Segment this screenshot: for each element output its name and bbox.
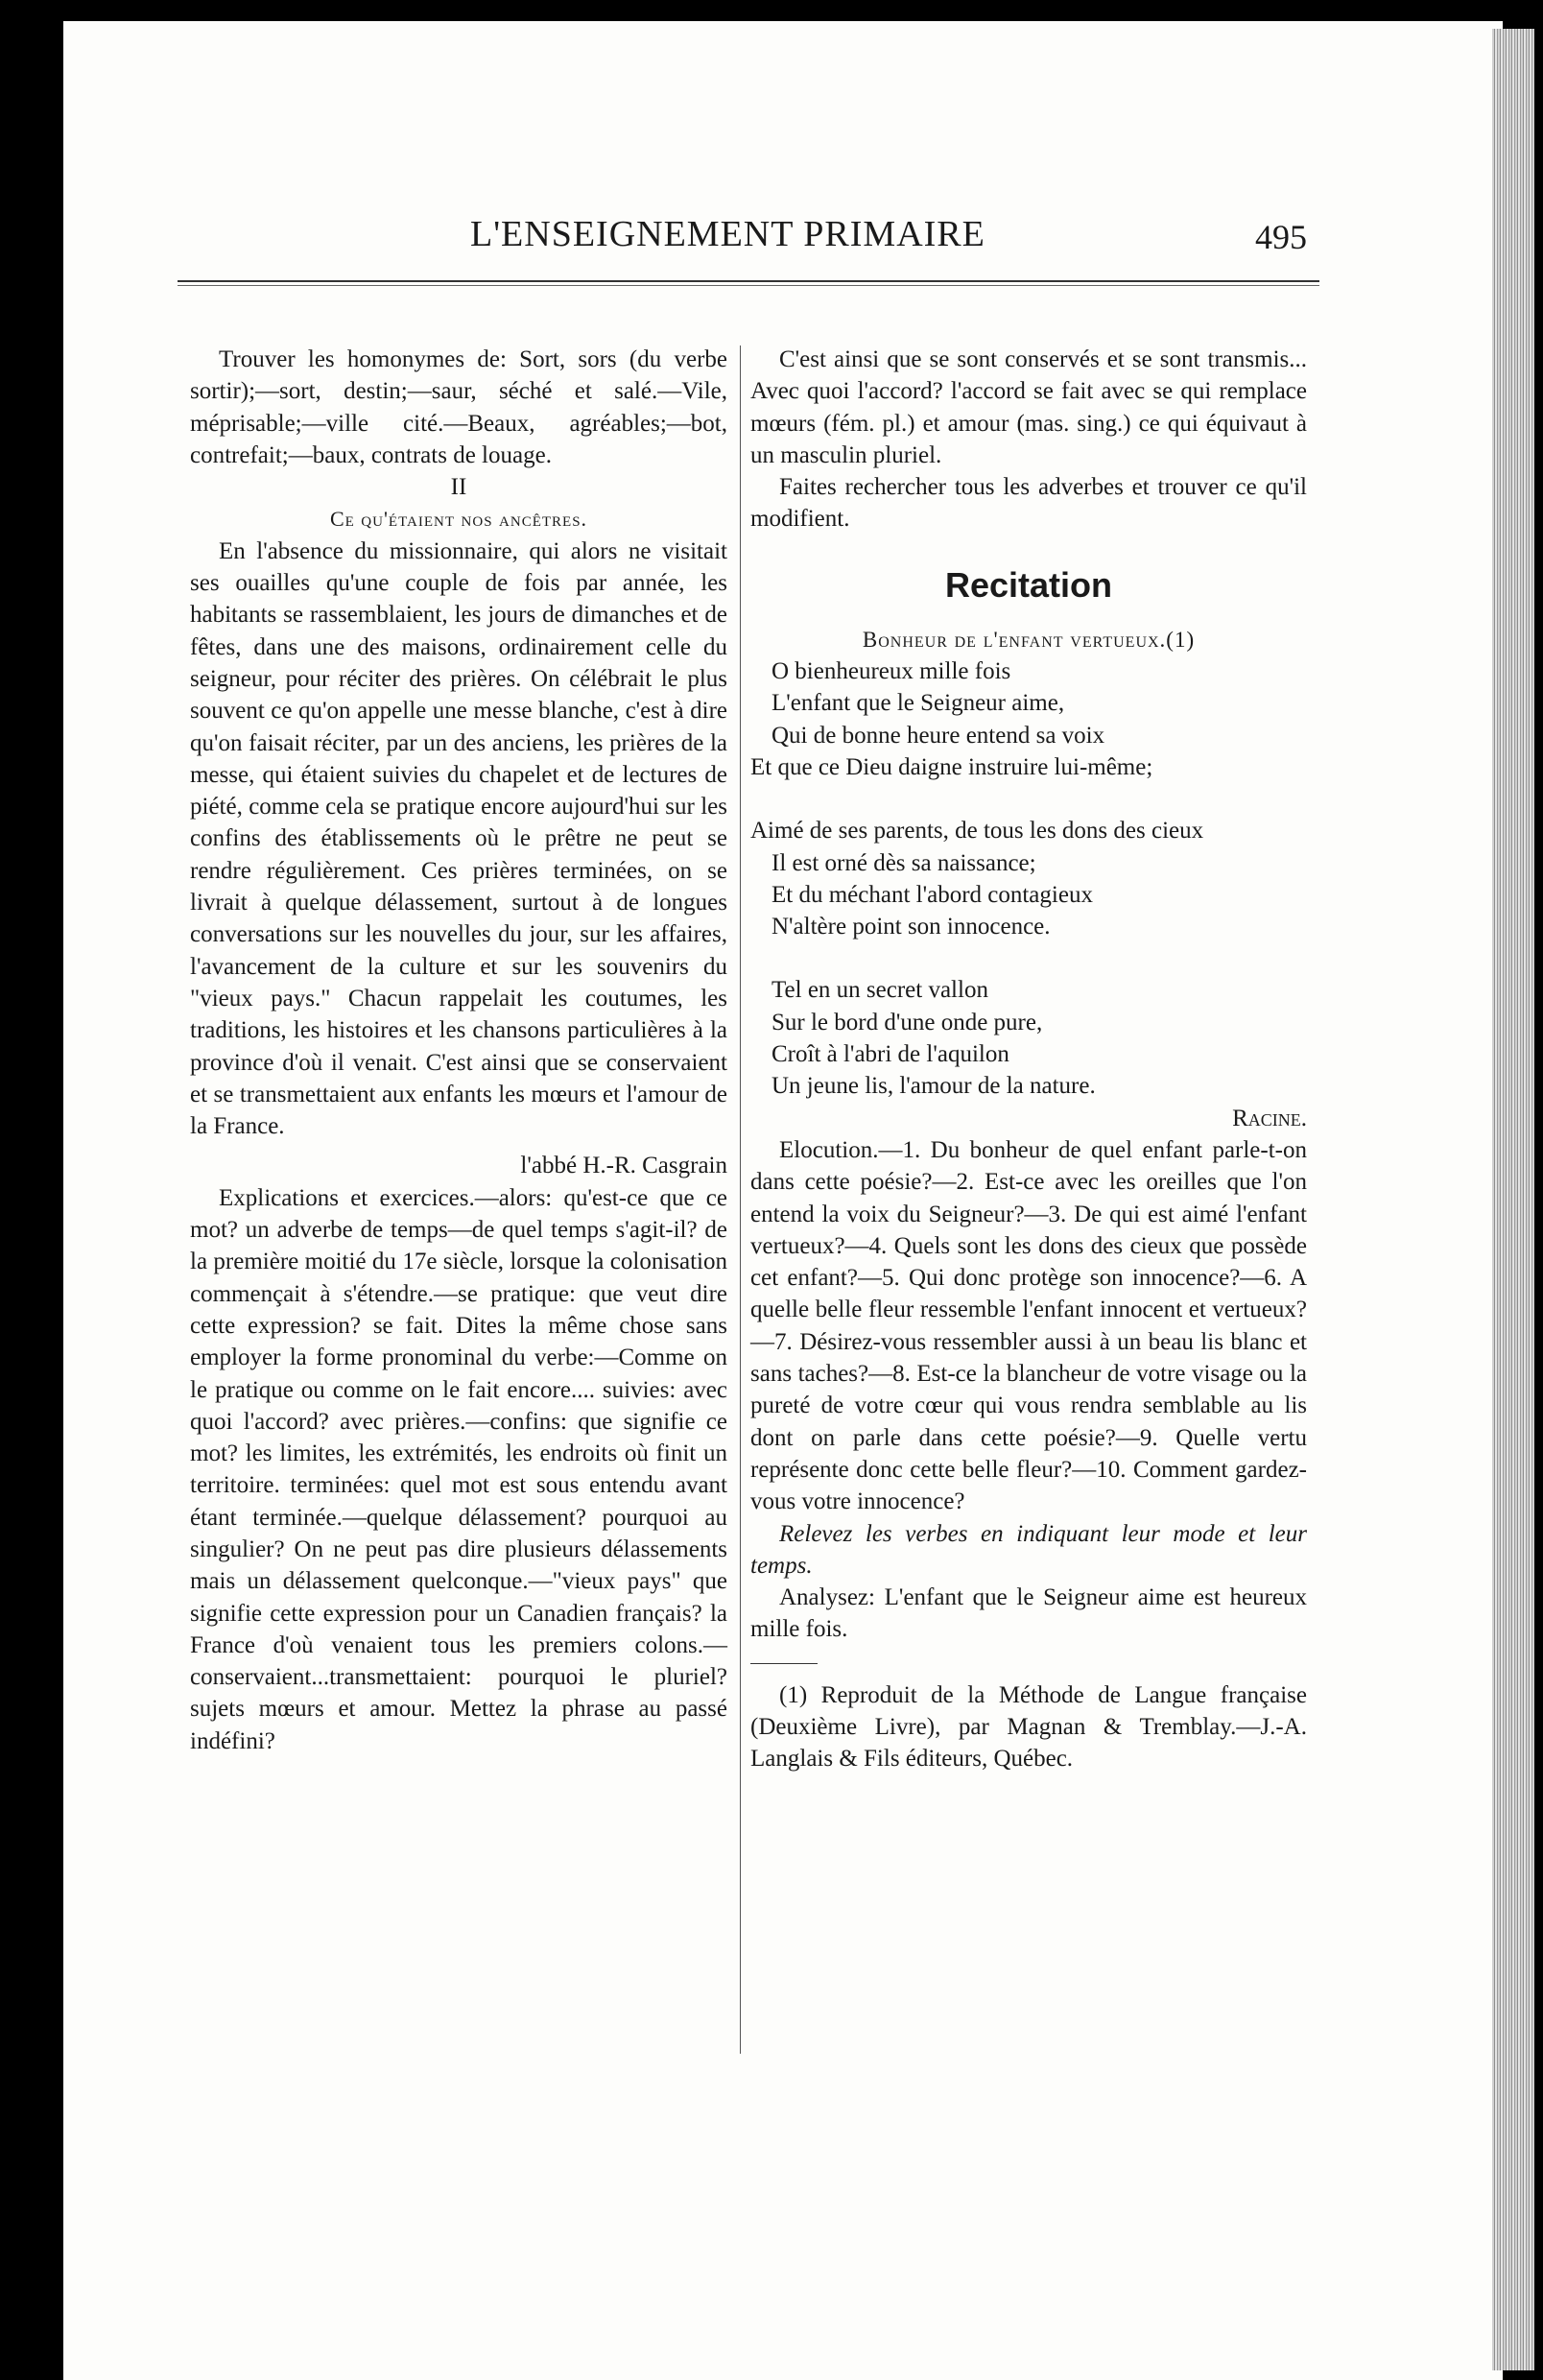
analysis-paragraph: Analysez: L'enfant que le Seigneur aime est heureux mille fois.	[750, 1584, 1307, 1643]
right-column	[750, 344, 1307, 1775]
footnote-rule	[750, 1663, 818, 1664]
poem-line: Et du méchant l'abord contagieux	[772, 881, 1093, 908]
book-spine-edge	[1492, 29, 1534, 2370]
column-divider	[740, 345, 741, 2054]
poem-line: Qui de bonne heure entend sa voix	[772, 722, 1105, 749]
footnote: (1) Reproduit de la Méthode de Langue française (Deuxième Livre), par Magnan & Tremblay.—J.-A. Langlais & Fils éditeurs, Québec.	[750, 1681, 1307, 1773]
running-header-title: L'ENSEIGNEMENT PRIMAIRE	[470, 214, 985, 254]
poem-line: Et que ce Dieu daigne instruire lui-même;	[750, 753, 1153, 780]
poem-line: Croît à l'abri de l'aquilon	[772, 1041, 1009, 1068]
main-paragraph: En l'absence du missionnaire, qui alors ne visitait ses ouailles qu'une couple de fois par année, les habitants se rassemblaient, les jours de dimanches et de fêtes, dans une des maisons, ordinairement celle du seigneur, pour réciter des prières. On célébrait le plus souvent ce qu'on appelle une messe blanche, c'est à dire qu'on faisait réciter, par un des anciens, les prières de la messe, qui étaient suivies du chapelet et de lectures de piété, comme cela se pratique encore aujourd'hui sur les confins des établissements où le prêtre ne peut se rendre régulièrement. Ces prières terminées, on se livrait à quelque délassement, surtout à de longues conversations sur les nouvelles du jour, sur les affaires, l'avancement de la culture et sur les souvenirs du "vieux pays." Chacun rappelait les coutumes, les traditions, les histoires et les chansons particulières à la province d'où il venait. C'est ainsi que se conservaient et se transmettaient aux enfants les mœurs et l'amour de la France.	[190, 537, 727, 1140]
section-title: Ce qu'étaient nos ancêtres.	[329, 507, 588, 532]
verbs-instruction: Relevez les verbes en indiquant leur mode et leur temps.	[750, 1520, 1307, 1579]
poem-line: Sur le bord d'une onde pure,	[772, 1009, 1043, 1035]
recitation-heading: Recitation	[944, 564, 1113, 605]
poem-line: Un jeune lis, l'amour de la nature.	[772, 1073, 1096, 1100]
header-rule	[178, 280, 1319, 286]
section-number: II	[450, 474, 467, 501]
poem-author: Racine.	[1232, 1105, 1307, 1131]
poem	[750, 655, 1307, 1103]
poem-line: N'altère point son innocence.	[772, 914, 1051, 940]
homonyms-paragraph: Trouver les homonymes de: Sort, sors (du verbe sortir);—sort, destin;—saur, séché et salé.—Vile, méprisable;—ville cité.—Beaux, agréables;—bot, contrefait;—baux, contrats de louage.	[190, 346, 727, 468]
continuation-paragraph: C'est ainsi que se sont conservés et se sont transmis... Avec quoi l'accord? l'accord se fait avec se qui remplace mœurs (fém. pl.) et amour (mas. sing.) ce qui équivaut à un masculin pluriel.	[750, 346, 1307, 468]
poem-title: Bonheur de l'enfant vertueux.(1)	[862, 627, 1196, 652]
left-column	[190, 344, 727, 1757]
poem-line: Il est orné dès sa naissance;	[772, 849, 1036, 876]
author-signature: l'abbé H.-R. Casgrain	[520, 1153, 727, 1179]
poem-line: O bienheureux mille fois	[772, 658, 1011, 685]
poem-line: Tel en un secret vallon	[772, 977, 988, 1004]
adverbs-paragraph: Faites rechercher tous les adverbes et trouver ce qu'il modifient.	[750, 474, 1307, 533]
page-number: 495	[1255, 218, 1307, 256]
elocution-paragraph: Elocution.—1. Du bonheur de quel enfant parle-t-on dans cette poésie?—2. Est-ce avec les oreilles que l'on entend la voix du Seigneur?—3. De qui est aimé l'enfant vertueux?—4. Quels sont les dons des cieux que possède cet enfant?—5. Qui donc protège son innocence?—6. A quelle belle fleur ressemble l'enfant innocent et vertueux?—7. Désirez-vous ressembler aussi à un beau lis blanc et sans taches?—8. Est-ce la blancheur de votre visage ou la pureté de votre cœur qui vous rendra semblable au lis dont on parle dans cette poésie?—9. Quelle vertu représente donc cette belle fleur?—10. Comment gardez-vous votre innocence?	[750, 1136, 1307, 1515]
poem-line: Aimé de ses parents, de tous les dons des cieux	[750, 818, 1204, 845]
poem-line: L'enfant que le Seigneur aime,	[772, 690, 1065, 717]
exercises-paragraph: Explications et exercices.—alors: qu'est-ce que ce mot? un adverbe de temps—de quel temps s'agit-il? de la première moitié du 17e siècle, lorsque la colonisation commençait à s'étendre.—se pratique: que veut dire cette expression? se fait. Dites la même chose sans employer la forme pronominal du verbe:—Comme on le pratique ou comme on le fait encore.... suivies: avec quoi l'accord? avec prières.—confins: que signifie ce mot? les limites, les extrémités, les endroits où finit un territoire. terminées: quel mot est sous entendu avant étant terminée.—quelque délassement? pourquoi au singulier? On ne peut pas dire plusieurs délassements mais un délassement quelconque.—"vieux pays" que signifie cette expression pour un Canadien français? la France d'où venaient tous les premiers colons.—conservaient...transmettaient: pourquoi le pluriel? sujets mœurs et amour. Mettez la phrase au passé indéfini?	[190, 1184, 727, 1754]
